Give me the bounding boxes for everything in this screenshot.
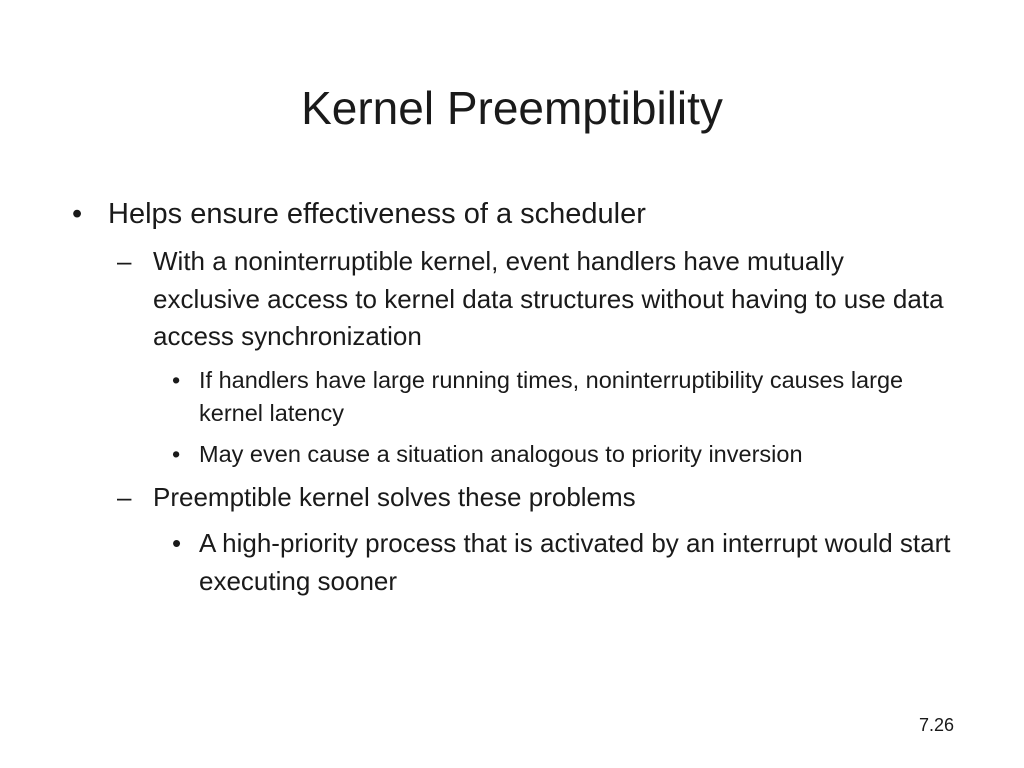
bullet-marker: • [172,367,181,393]
point-text: A high-priority process that is activated by an interrupt would start executing sooner [199,528,951,596]
point-priority-inversion [172,438,959,471]
point-high-priority-process [172,525,959,600]
point-text: If handlers have large running times, noninterruptibility causes large kernel latency [199,367,904,426]
dash-marker: – [117,482,132,512]
page-number: 7.26 [918,715,954,735]
bullet-helps-ensure [72,196,988,233]
point-text: May even cause a situation analogous to priority inversion [199,441,803,467]
bullet-marker: • [72,198,83,230]
subbullet-text: With a noninterruptible kernel, event handlers have mutually exclusive access to kernel data structures without having to use data access synchronization [153,246,944,351]
bullet-text: Helps ensure effectiveness of a scheduler [108,198,646,230]
slide-title: Kernel Preemptibility [301,82,723,134]
subbullet-text: Preemptible kernel solves these problems [153,482,636,512]
subbullet-noninterruptible-kernel [117,243,953,356]
dash-marker: – [117,246,132,276]
bullet-marker: • [172,528,182,558]
bullet-marker: • [172,441,181,467]
subbullet-preemptible-kernel [117,479,953,517]
point-large-running-times [172,364,959,430]
